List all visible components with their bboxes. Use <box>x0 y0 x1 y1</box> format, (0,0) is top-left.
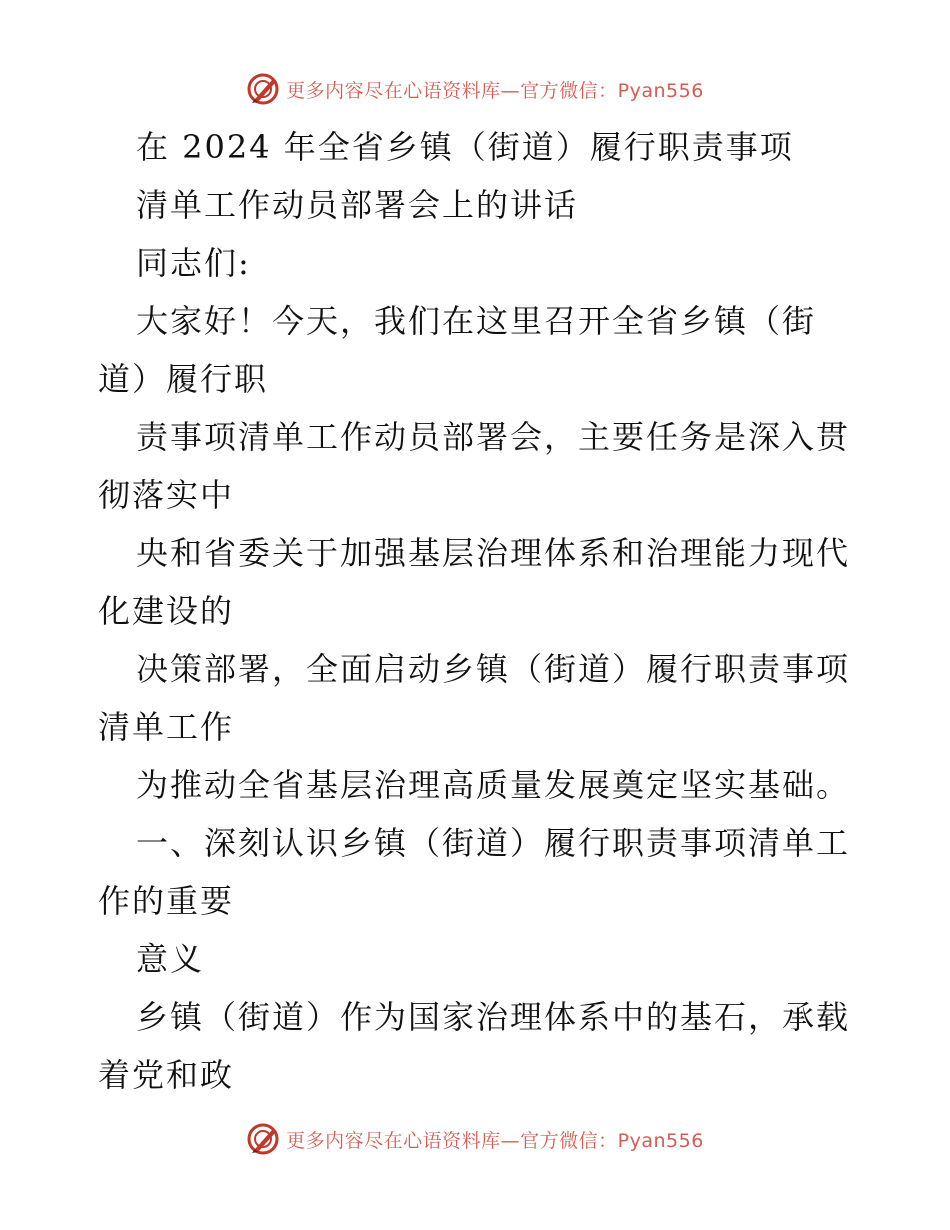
footer-banner-text: 更多内容尽在心语资料库—官方微信：Pyan556 <box>286 1129 704 1152</box>
header-banner-text: 更多内容尽在心语资料库—官方微信：Pyan556 <box>286 79 704 102</box>
title-line-2: 清单工作动员部署会上的讲话 <box>136 186 579 224</box>
section-heading-line: 意义 <box>136 940 205 978</box>
paragraph-line: 为推动全省基层治理高质量发展奠定坚实基础。 <box>136 766 851 804</box>
section-heading-line: 作的重要 <box>98 882 235 920</box>
title-line-1: 在 2024 年全省乡镇（街道）履行职责事项 <box>136 128 794 166</box>
paragraph-line: 化建设的 <box>98 592 235 630</box>
paragraph-line: 乡镇（街道）作为国家治理体系中的基石，承载 <box>136 998 851 1036</box>
salutation: 同志们: <box>136 244 251 282</box>
footer-banner <box>0 1122 950 1156</box>
document-body <box>98 118 858 1104</box>
paragraph-line: 责事项清单工作动员部署会，主要任务是深入贯 <box>136 418 851 456</box>
pen-in-circle-logo-icon <box>246 72 280 106</box>
paragraph-line: 着党和政 <box>98 1056 235 1094</box>
paragraph-line: 彻落实中 <box>98 476 235 514</box>
paragraph-line: 道）履行职 <box>98 360 269 398</box>
header-banner <box>0 72 950 106</box>
pen-in-circle-logo-icon <box>246 1122 280 1156</box>
paragraph-line: 大家好！今天，我们在这里召开全省乡镇（街 <box>136 302 817 340</box>
paragraph-line: 决策部署，全面启动乡镇（街道）履行职责事项 <box>136 650 851 688</box>
section-heading-line: 一、深刻认识乡镇（街道）履行职责事项清单工 <box>136 824 851 862</box>
paragraph-line: 央和省委关于加强基层治理体系和治理能力现代 <box>136 534 851 572</box>
paragraph-line: 清单工作 <box>98 708 235 746</box>
